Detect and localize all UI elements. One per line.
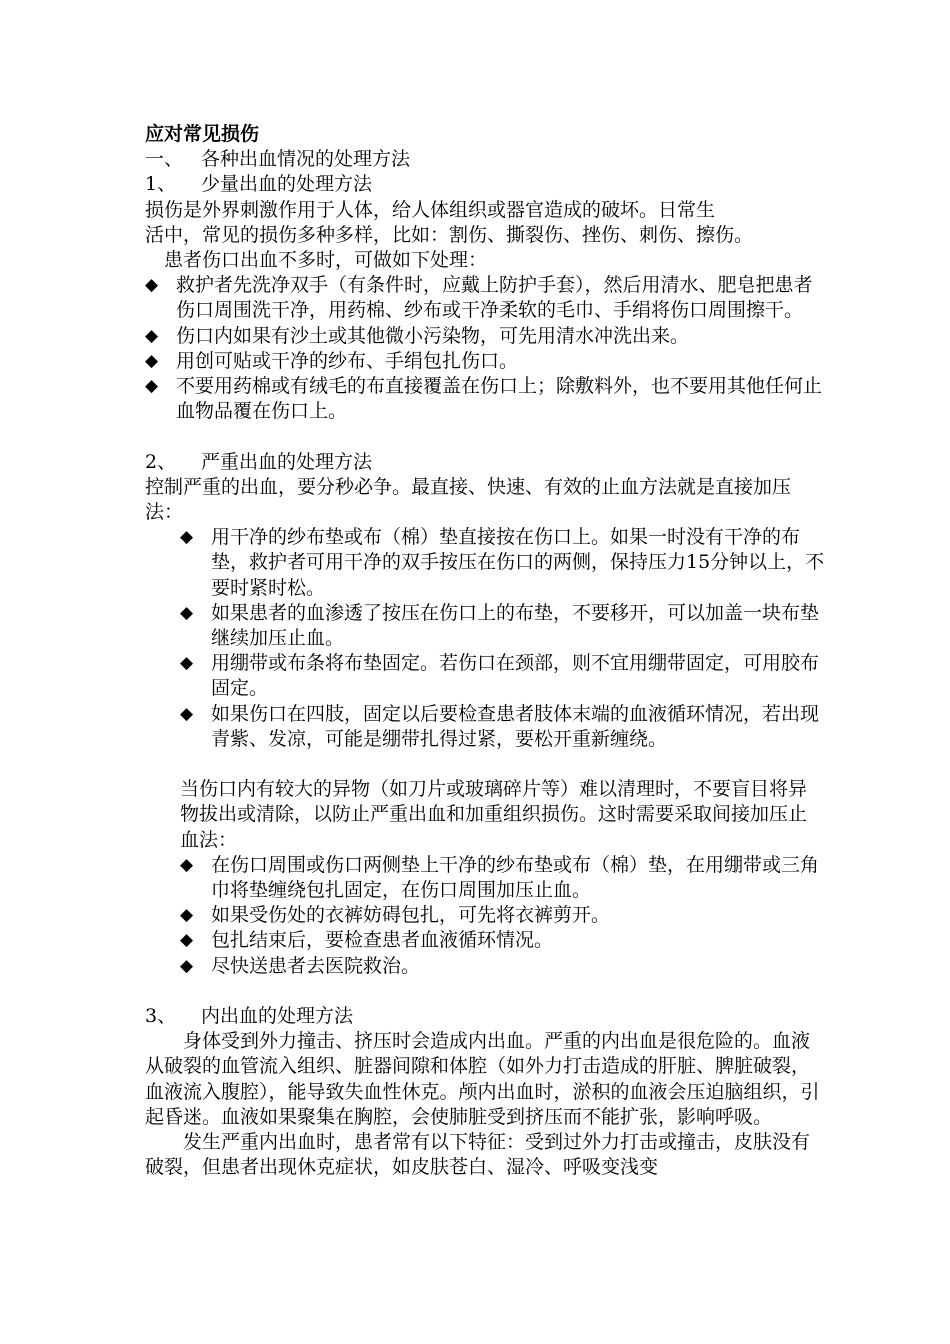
- list-item: ◆ 不要用药棉或有绒毛的布直接覆盖在伤口上；除敷料外，也不要用其他任何止血物品覆在伤口上。: [145, 374, 825, 424]
- paragraph-2: 患者伤口出血不多时，可做如下处理：: [145, 249, 488, 272]
- paragraph-1-line-2: 活中，常见的损伤多种多样，比如：割伤、撕裂伤、挫伤、刺伤、擦伤。: [145, 223, 754, 246]
- bullet-diamond-icon: ◆: [180, 703, 194, 724]
- bullet-diamond-icon: ◆: [145, 376, 159, 397]
- list-item: ◆ 尽快送患者去医院救治。: [180, 954, 825, 979]
- subsection-1-heading: [145, 172, 825, 197]
- subsection-1-title: 少量出血的处理方法: [201, 173, 373, 196]
- paragraph-5: 身体受到外力撞击、挤压时会造成内出血。严重的内出血是很危险的。血液从破裂的血管流入组织、脏器间隙和体腔（如外力打击造成的肝脏、脾脏破裂，血液流入腹腔），能导致失血性休克。颅内出血时，淤积的血液会压迫脑组织，引起昏迷。血液如果聚集在胸腔，会使肺脏受到挤压而不能扩张，影响呼吸。: [145, 1030, 820, 1128]
- subsection-3-number: 3、: [145, 1005, 177, 1028]
- list-item: ◆ 用干净的纱布垫或布（棉）垫直接按在伤口上。如果一时没有干净的布垫，救护者可用干净的双手按压在伤口的两侧，保持压力15分钟以上，不要时紧时松。: [180, 525, 825, 601]
- bullet-diamond-icon: ◆: [180, 905, 194, 926]
- list-3: [180, 853, 825, 979]
- subsection-3-title: 内出血的处理方法: [201, 1005, 354, 1028]
- section-1-heading: [145, 147, 825, 172]
- paragraph-4: 当伤口内有较大的异物（如刀片或玻璃碎片等）难以清理时，不要盲目将异物拔出或清除，以防止严重出血和加重组织损伤。这时需要采取间接加压止血法：: [180, 778, 808, 851]
- subsection-2-title: 严重出血的处理方法: [201, 450, 373, 473]
- bullet-diamond-icon: ◆: [180, 854, 194, 875]
- list-item: ◆ 如果患者的血渗透了按压在伤口上的布垫，不要移开，可以加盖一块布垫继续加压止血。: [180, 601, 825, 651]
- subsection-2-number: 2、: [145, 450, 177, 473]
- paragraph-4-block: [145, 777, 825, 979]
- list-item: ◆ 如果伤口在四肢，固定以后要检查患者肢体末端的血液循环情况，若出现青紫、发凉，可能是绷带扎得过紧，要松开重新缠绕。: [180, 702, 825, 752]
- subsection-3-heading: [145, 1004, 825, 1029]
- list-item: ◆ 伤口内如果有沙土或其他微小污染物，可先用清水冲洗出来。: [145, 324, 825, 349]
- paragraph-3: 控制严重的出血，要分秒必争。最直接、快速、有效的止血方法就是直接加压法：: [145, 475, 792, 524]
- bullet-diamond-icon: ◆: [180, 527, 194, 548]
- list-item: ◆ 在伤口周围或伤口两侧垫上干净的纱布垫或布（棉）垫，在用绷带或三角巾将垫缠绕包扎固定，在伤口周围加压止血。: [180, 853, 825, 903]
- bullet-diamond-icon: ◆: [180, 602, 194, 623]
- bullet-diamond-icon: ◆: [180, 955, 194, 976]
- bullet-diamond-icon: ◆: [145, 350, 159, 371]
- bullet-diamond-icon: ◆: [180, 653, 194, 674]
- section-1-title: 各种出血情况的处理方法: [201, 148, 411, 171]
- bullet-diamond-icon: ◆: [180, 930, 194, 951]
- document-page: [145, 122, 825, 1180]
- list-2: [145, 525, 825, 752]
- bullet-diamond-icon: ◆: [145, 275, 159, 296]
- subsection-2-heading: [145, 450, 825, 475]
- list-item: ◆ 用绷带或布条将布垫固定。若伤口在颈部，则不宜用绷带固定，可用胶布固定。: [180, 651, 825, 701]
- list-item: ◆ 包扎结束后，要检查患者血液循环情况。: [180, 928, 825, 953]
- section-1-number: 一、: [145, 148, 184, 171]
- list-item: ◆ 救护者先洗净双手（有条件时，应戴上防护手套），然后用清水、肥皂把患者伤口周围洗干净，用药棉、纱布或干净柔软的毛巾、手绢将伤口周围擦干。: [145, 273, 825, 323]
- bullet-diamond-icon: ◆: [145, 325, 159, 346]
- paragraph-1-line-1: 损伤是外界刺激作用于人体，给人体组织或器官造成的破坏。日常生: [145, 198, 716, 221]
- list-item: ◆ 用创可贴或干净的纱布、手绢包扎伤口。: [145, 349, 825, 374]
- list-1: [145, 273, 825, 424]
- paragraph-6: 发生严重内出血时，患者常有以下特征：受到过外力打击或撞击，皮肤没有破裂，但患者出现休克症状，如皮肤苍白、湿冷、呼吸变浅变: [145, 1131, 811, 1179]
- subsection-1-number: 1、: [145, 173, 177, 196]
- list-item: ◆ 如果受伤处的衣裤妨碍包扎，可先将衣裤剪开。: [180, 903, 825, 928]
- page-title: 应对常见损伤: [145, 123, 260, 145]
